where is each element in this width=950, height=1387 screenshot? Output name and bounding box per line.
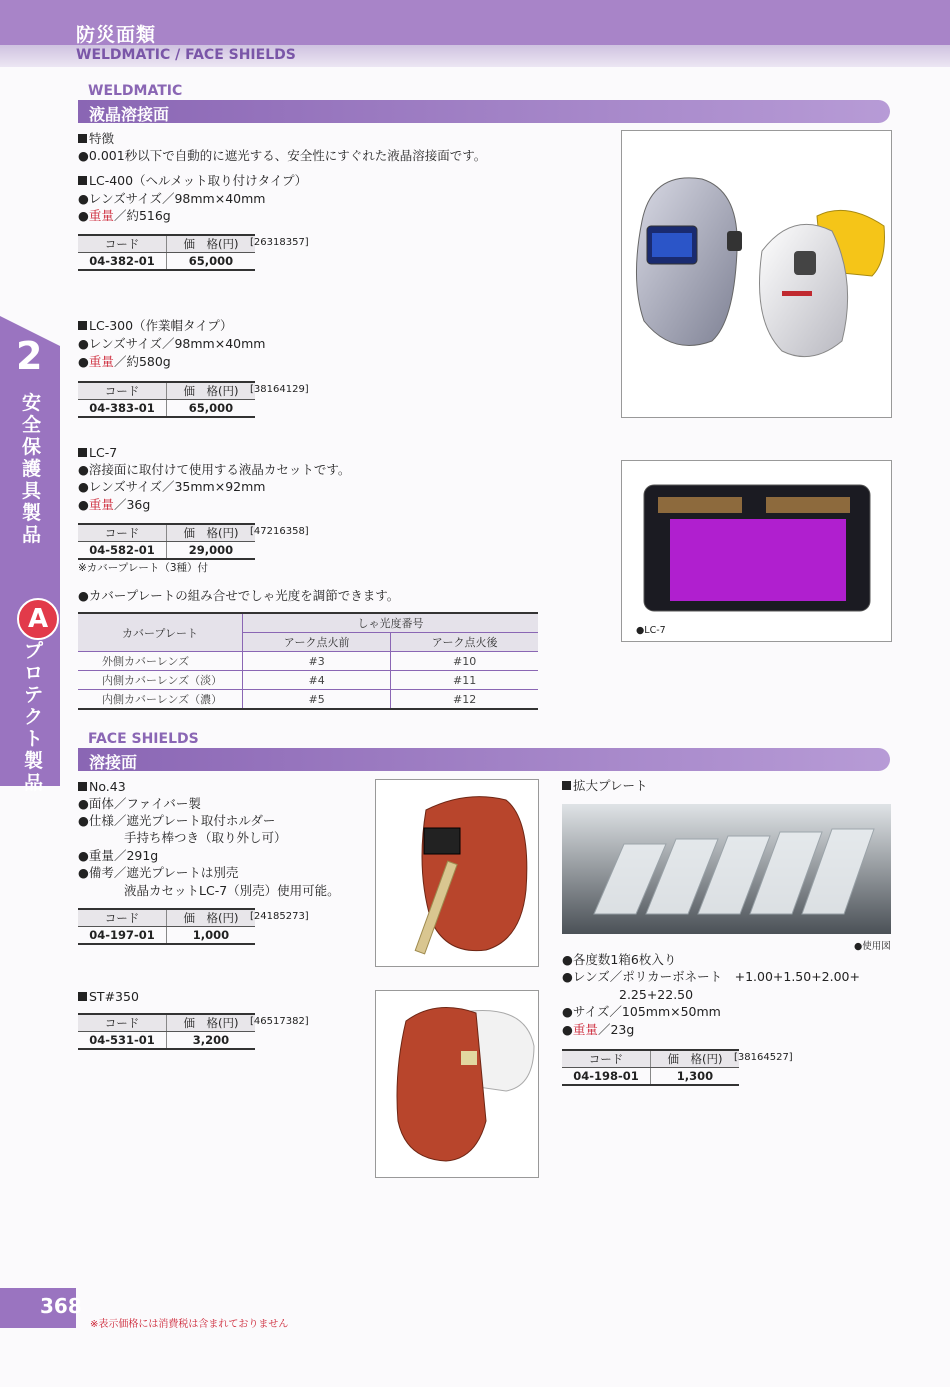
- product-price: 29,000: [167, 542, 256, 560]
- product-weight: ●重量／23g: [562, 1022, 635, 1037]
- product-price: 65,000: [167, 400, 256, 418]
- product-name: LC-7: [78, 444, 117, 461]
- product-price: 1,000: [167, 927, 256, 945]
- jan-code: [24185273]: [250, 911, 309, 922]
- shade-table: [78, 612, 538, 710]
- product-code: 04-383-01: [78, 400, 167, 418]
- jan-code: [38164527]: [734, 1052, 793, 1063]
- product-lens: ●レンズサイズ／35mm×92mm: [78, 479, 266, 494]
- product-code: 04-382-01: [78, 253, 167, 271]
- product-lens: ●レンズサイズ／98mm×40mm: [78, 336, 266, 351]
- shade-col-after: アーク点火後: [391, 633, 538, 652]
- product-name: No.43: [78, 778, 126, 795]
- shade-col-before: アーク点火前: [243, 633, 391, 652]
- code-header: コード: [78, 382, 167, 400]
- lc7-image: [621, 460, 892, 642]
- price-table: [78, 381, 255, 418]
- faceshields-section-en: FACE SHIELDS: [88, 731, 199, 747]
- chapter-number: 2: [16, 334, 43, 378]
- product-weight: ●重量／36g: [78, 497, 151, 512]
- product-code: 04-197-01: [78, 927, 167, 945]
- helmet-image: [621, 130, 892, 418]
- product-name: ST#350: [78, 988, 139, 1005]
- features-heading: 特徴: [78, 130, 114, 147]
- product-code: 04-531-01: [78, 1032, 167, 1050]
- page-subtitle: WELDMATIC / FACE SHIELDS: [76, 47, 296, 63]
- lc7-caption: ●LC-7: [636, 625, 666, 636]
- plate-spec: ●サイズ／105mm×50mm: [562, 1004, 721, 1019]
- plate-spec: ●各度数1箱6枚入り: [562, 952, 677, 967]
- no43-image: [375, 779, 539, 967]
- price-header: 価 格(円): [167, 524, 256, 542]
- page-title: 防災面類: [76, 24, 157, 46]
- product-desc: ●溶接面に取付けて使用する液晶カセットです。: [78, 462, 351, 477]
- weldmatic-section-bar: [78, 100, 890, 123]
- product-spec: ●仕様／遮光プレート取付ホルダー: [78, 813, 276, 828]
- product-lens: ●レンズサイズ／98mm×40mm: [78, 191, 266, 206]
- shade-col-group: しゃ光度番号: [243, 613, 539, 633]
- product-name: LC-400（ヘルメット取り付けタイプ）: [78, 172, 307, 189]
- section-letter-badge: A: [17, 598, 59, 640]
- tax-footnote: ※表示価格には消費税は含まれておりません: [90, 1319, 289, 1330]
- cover-note: ●カバープレートの組み合せでしゃ光度を調節できます。: [78, 588, 400, 603]
- code-header: コード: [78, 1014, 167, 1032]
- product-name: LC-300（作業帽タイプ）: [78, 317, 233, 334]
- product-price: 65,000: [167, 253, 256, 271]
- product-name: 拡大プレート: [562, 777, 648, 794]
- code-header: コード: [78, 909, 167, 927]
- product-weight: ●重量／約580g: [78, 354, 171, 369]
- price-header: 価 格(円): [651, 1050, 740, 1068]
- features-text: ●0.001秒以下で自動的に遮光する、安全性にすぐれた液晶溶接面です。: [78, 148, 487, 163]
- product-price: 3,200: [167, 1032, 256, 1050]
- faceshields-section-title: 溶接面: [89, 753, 138, 772]
- plate-spec: 2.25+22.50: [619, 987, 694, 1002]
- jan-code: [38164129]: [250, 384, 309, 395]
- jan-code: [26318357]: [250, 237, 309, 248]
- product-spec: ●面体／ファイバー製: [78, 796, 201, 811]
- jan-code: [47216358]: [250, 526, 309, 537]
- table-row: 内側カバーレンズ（濃） #5 #12: [78, 690, 538, 710]
- price-table: [78, 908, 255, 945]
- weldmatic-section-title: 液晶溶接面: [89, 105, 170, 124]
- shade-col-cover: カバープレート: [78, 613, 243, 652]
- product-code: 04-582-01: [78, 542, 167, 560]
- st350-image: [375, 990, 539, 1178]
- jan-code: [46517382]: [250, 1016, 309, 1027]
- product-spec: ●備考／遮光プレートは別売: [78, 865, 239, 880]
- product-note: ※カバープレート（3種）付: [78, 562, 209, 574]
- price-header: 価 格(円): [167, 235, 256, 253]
- product-spec: 手持ち棒つき（取り外し可）: [124, 830, 287, 845]
- plate-caption: ●使用図: [854, 941, 891, 952]
- page-number: 368: [40, 1294, 82, 1318]
- price-header: 価 格(円): [167, 909, 256, 927]
- chapter-label: 安全保護具製品: [22, 392, 42, 546]
- product-spec: 液晶カセットLC-7（別売）使用可能。: [124, 883, 340, 898]
- plate-image: [562, 804, 891, 934]
- product-code: 04-198-01: [562, 1068, 651, 1086]
- product-weight: ●重量／約516g: [78, 208, 171, 223]
- plate-spec: ●レンズ／ポリカーボネート +1.00+1.50+2.00+: [562, 969, 860, 984]
- price-header: 価 格(円): [167, 382, 256, 400]
- code-header: コード: [78, 235, 167, 253]
- weldmatic-section-en: WELDMATIC: [88, 83, 183, 99]
- price-table: [78, 523, 255, 560]
- code-header: コード: [78, 524, 167, 542]
- price-header: 価 格(円): [167, 1014, 256, 1032]
- product-weight: ●重量／291g: [78, 848, 159, 863]
- product-price: 1,300: [651, 1068, 740, 1086]
- code-header: コード: [562, 1050, 651, 1068]
- price-table: [78, 234, 255, 271]
- table-row: 外側カバーレンズ #3 #10: [78, 652, 538, 671]
- section-label: プロテクト製品: [24, 640, 44, 794]
- price-table: [562, 1049, 739, 1086]
- table-row: 内側カバーレンズ（淡） #4 #11: [78, 671, 538, 690]
- price-table: [78, 1013, 255, 1050]
- faceshields-section-bar: [78, 748, 890, 771]
